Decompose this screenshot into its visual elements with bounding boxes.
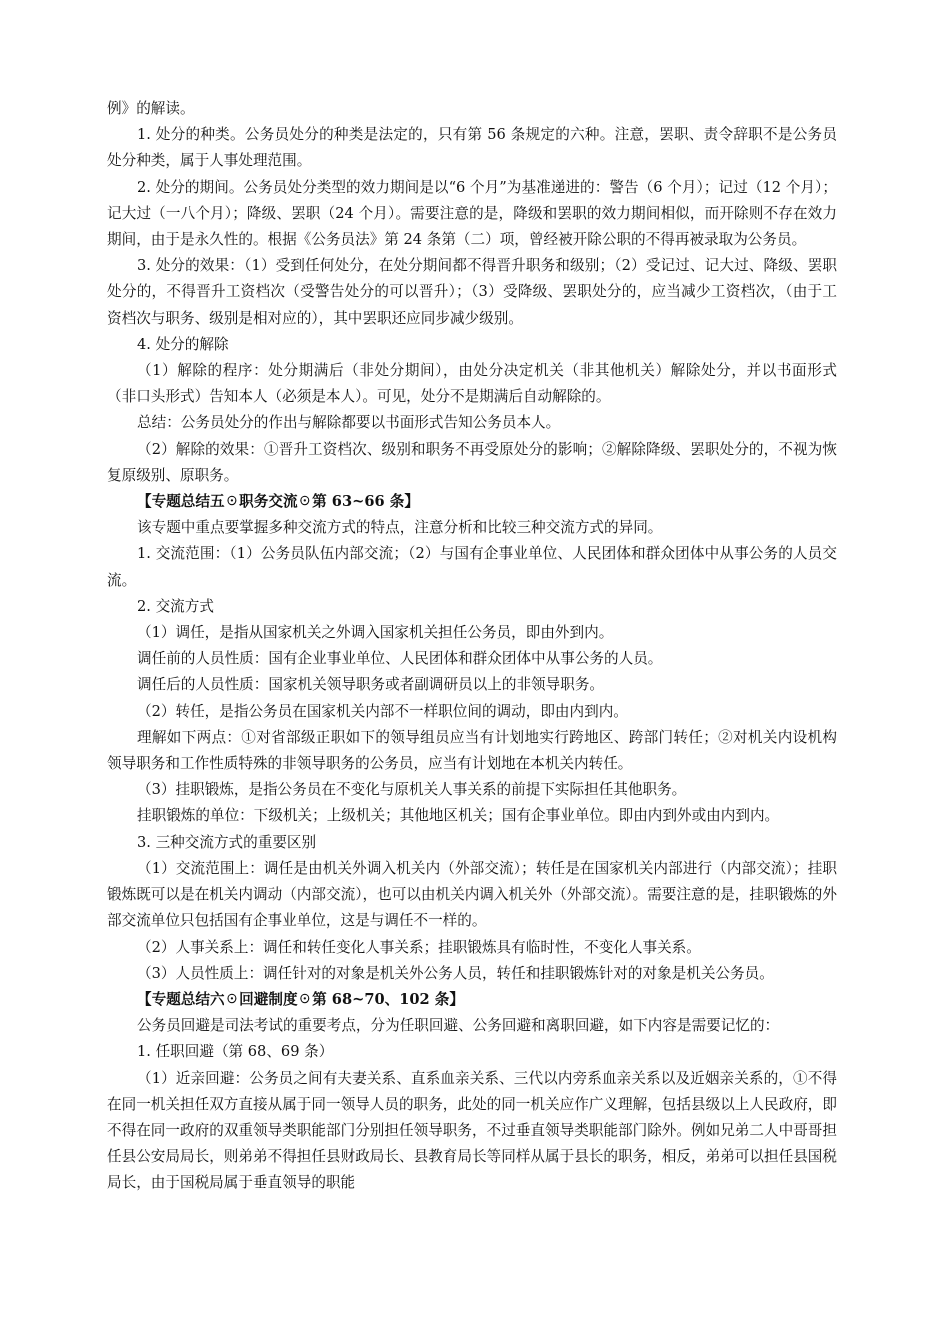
paragraph: （3）挂职锻炼，是指公务员在不变化与原机关人事关系的前提下实际担任其他职务。 <box>137 781 687 799</box>
paragraph: 4. 处分的解除 <box>137 335 229 353</box>
paragraph: 2. 处分的期间。公务员处分类型的效力期间是以“6 个月”为基准递进的：警告（6 个月）；记过（12 个月）；记大过（一八个月）；降级、罢职（24 个月）。需要注意的是，降级和罢职的效力期间相似，而开除则不存在效力期间，由于是永久性的。根据《公务员法》第 24 条第（二）项，曾经被开除公职的不得再被录取为公务员。 <box>107 178 837 249</box>
paragraph: （2）人事关系上：调任和转任变化人事关系；挂职锻炼具有临时性，不变化人事关系。 <box>137 938 701 956</box>
paragraph: 1. 任职回避（第 68、69 条） <box>137 1043 334 1061</box>
paragraph: （1）调任，是指从国家机关之外调入国家机关担任公务员，即由外到内。 <box>137 624 614 642</box>
paragraph: 例》的解读。 <box>107 100 195 117</box>
paragraph: 2. 交流方式 <box>137 597 214 615</box>
paragraph: （1）解除的程序：处分期满后（非处分期间），由处分决定机关（非其他机关）解除处分，并以书面形式（非口头形式）告知本人（必须是本人）。可见，处分不是期满后自动解除的。 <box>107 362 837 406</box>
paragraph: （1）交流范围上：调任是由机关外调入机关内（外部交流）；转任是在国家机关内部进行（内部交流）；挂职锻炼既可以是在机关内调动（内部交流），也可以由机关内调入机关外（外部交流）。需要注意的是，挂职锻炼的外部交流单位只包括国有企事业单位，这是与调任不一样的。 <box>107 859 837 930</box>
paragraph: 该专题中重点要掌握多种交流方式的特点，注意分析和比较三种交流方式的异同。 <box>137 519 663 537</box>
paragraph: 总结：公务员处分的作出与解除都要以书面形式告知公务员本人。 <box>137 414 561 432</box>
paragraph: 1. 处分的种类。公务员处分的种类是法定的，只有第 56 条规定的六种。注意，罢职、责令辞职不是公务员处分种类，属于人事处理范围。 <box>107 126 837 170</box>
paragraph: 调任前的人员性质：国有企业事业单位、人民团体和群众团体中从事公务的人员。 <box>137 650 663 668</box>
paragraph: （2）解除的效果：①晋升工资档次、级别和职务不再受原处分的影响；②解除降级、罢职处分的，不视为恢复原级别、原职务。 <box>107 440 837 484</box>
paragraph: 1. 交流范围：（1）公务员队伍内部交流；（2）与国有企事业单位、人民团体和群众团体中从事公务的人员交流。 <box>107 545 837 589</box>
paragraph: 理解如下两点：①对省部级正职如下的领导组员应当有计划地实行跨地区、跨部门转任；②对机关内设机构领导职务和工作性质特殊的非领导职务的公务员，应当有计划地在本机关内转任。 <box>107 728 837 773</box>
paragraph: 调任后的人员性质：国家机关领导职务或者副调研员以上的非领导职务。 <box>137 676 605 694</box>
paragraph: 3. 处分的效果：（1）受到任何处分，在处分期间都不得晋升职务和级别；（2）受记过、记大过、降级、罢职处分的，不得晋升工资档次（受警告处分的可以晋升）；（3）受降级、罢职处分的，应当减少工资档次，（由于工资档次与职务、级别是相对应的），其中罢职还应同步减少级别。 <box>107 257 837 327</box>
document-page <box>107 96 837 1197</box>
paragraph: 挂职锻炼的单位：下级机关；上级机关；其他地区机关；国有企事业单位。即由内到外或由内到内。 <box>137 807 780 825</box>
paragraph: （3）人员性质上：调任针对的对象是机关外公务人员，转任和挂职锻炼针对的对象是机关公务员。 <box>137 964 774 982</box>
section-heading: 【专题总结五☉职务交流☉第 63~66 条】 <box>137 493 419 511</box>
paragraph: （1）近亲回避：公务员之间有夫妻关系、直系血亲关系、三代以内旁系血亲关系以及近姻亲关系的，①不得在同一机关担任双方直接从属于同一领导人员的职务，此处的同一机关应作广义理解，包括县级以上人民政府，即不得在同一政府的双重领导类职能部门分别担任领导职务，不过垂直领导类职能部门除外。例如兄弟二人中哥哥担任县公安局局长，则弟弟不得担任县财政局长、县教育局长等同样从属于县长的职务，相反，弟弟可以担任县国税局长，由于国税局属于垂直领导的职能 <box>107 1069 837 1192</box>
paragraph: 3. 三种交流方式的重要区别 <box>137 833 317 851</box>
section-heading: 【专题总结六☉回避制度☉第 68~70、102 条】 <box>137 990 464 1008</box>
paragraph: （2）转任，是指公务员在国家机关内部不一样职位间的调动，即由内到内。 <box>137 702 628 720</box>
paragraph: 公务员回避是司法考试的重要考点，分为任职回避、公务回避和离职回避，如下内容是需要记忆的： <box>137 1017 780 1035</box>
